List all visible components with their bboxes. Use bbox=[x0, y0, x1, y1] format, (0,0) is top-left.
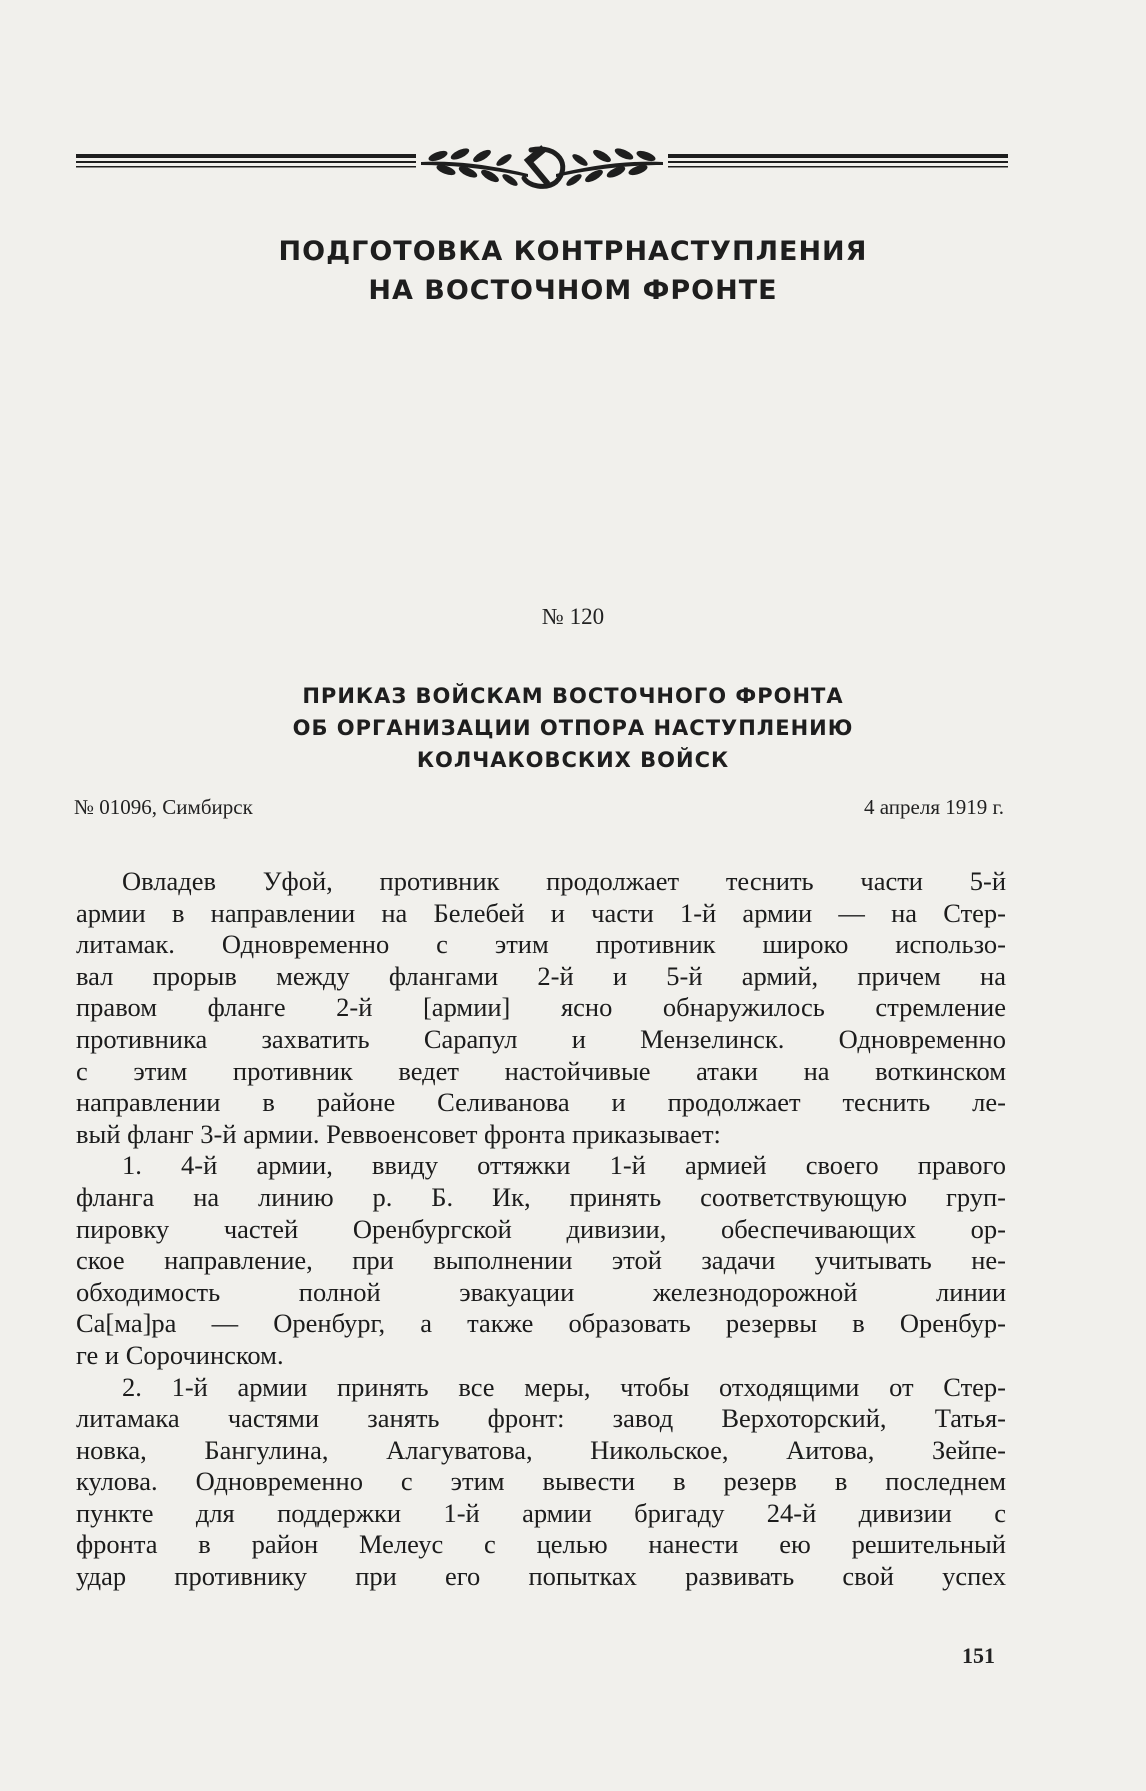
body-line: ге и Сорочинском. bbox=[76, 1339, 284, 1370]
body-line: 1. 4-й армии, ввиду оттяжки 1-й армией своего правого bbox=[122, 1150, 1006, 1181]
hammer-and-sickle-ornament-icon bbox=[76, 140, 1008, 192]
body-line: Овладев Уфой, противник продолжает теснить части 5-й bbox=[122, 866, 1006, 896]
order-title-line-2: ОБ ОРГАНИЗАЦИИ ОТПОРА НАСТУПЛЕНИЮ bbox=[292, 716, 854, 740]
order-body bbox=[76, 866, 1006, 1593]
section-title-line-2: НА ВОСТОЧНОМ ФРОНТЕ bbox=[368, 275, 778, 306]
body-line: кулова. Одновременно с этим вывести в резерв в последнем bbox=[76, 1466, 1006, 1497]
body-line: фланга на линию р. Б. Ик, принять соответствующую груп- bbox=[76, 1181, 1006, 1212]
body-line: обходимость полной эвакуации железнодорожной линии bbox=[76, 1276, 1006, 1307]
order-title-line-1: ПРИКАЗ ВОЙСКАМ ВОСТОЧНОГО ФРОНТА bbox=[302, 684, 844, 708]
section-title-line-1: ПОДГОТОВКА КОНТРНАСТУПЛЕНИЯ bbox=[278, 236, 868, 267]
body-line: литамака частями занять фронт: завод Верхоторский, Татья- bbox=[76, 1403, 1006, 1434]
page-number: 151 bbox=[962, 1643, 995, 1668]
body-line: Са[ма]ра — Оренбург, а также образовать резервы в Оренбур- bbox=[76, 1308, 1006, 1339]
body-line: вый фланг 3-й армии. Реввоенсовет фронта приказывает: bbox=[76, 1118, 721, 1149]
document-date: 4 апреля 1919 г. bbox=[864, 795, 1004, 819]
body-line: направлении в районе Селиванова и продолжает теснить ле- bbox=[76, 1087, 1006, 1118]
body-line: вал прорыв между флангами 2-й и 5-й армий, причем на bbox=[76, 960, 1006, 991]
body-line: пункте для поддержки 1-й армии бригаду 24-й дивизии с bbox=[76, 1497, 1006, 1528]
body-line: удар противнику при его попытках развивать свой успех bbox=[76, 1561, 1006, 1592]
document-reference: № 01096, Симбирск bbox=[74, 795, 253, 819]
body-line: новка, Бангулина, Алагуватова, Никольское, Аитова, Зейпе- bbox=[76, 1434, 1006, 1465]
body-line: противника захватить Сарапул и Мензелинск. Одновременно bbox=[76, 1023, 1006, 1054]
body-line: пировку частей Оренбургской дивизии, обеспечивающих ор- bbox=[76, 1213, 1006, 1244]
body-line: ское направление, при выполнении этой задачи учитывать не- bbox=[76, 1245, 1006, 1276]
body-line: с этим противник ведет настойчивые атаки на воткинском bbox=[76, 1055, 1006, 1086]
document-number: № 120 bbox=[541, 604, 605, 629]
body-line: 2. 1-й армии принять все меры, чтобы отходящими от Стер- bbox=[122, 1371, 1006, 1402]
body-line: армии в направлении на Белебей и части 1-й армии — на Стер- bbox=[76, 897, 1006, 928]
body-line: фронта в район Мелеус с целью нанести ею решительный bbox=[76, 1529, 1006, 1560]
body-line: литамак. Одновременно с этим противник широко использо- bbox=[76, 929, 1006, 960]
body-line: правом фланге 2-й [армии] ясно обнаружилось стремление bbox=[76, 992, 1006, 1023]
order-title-line-3: КОЛЧАКОВСКИХ ВОЙСК bbox=[416, 748, 730, 772]
